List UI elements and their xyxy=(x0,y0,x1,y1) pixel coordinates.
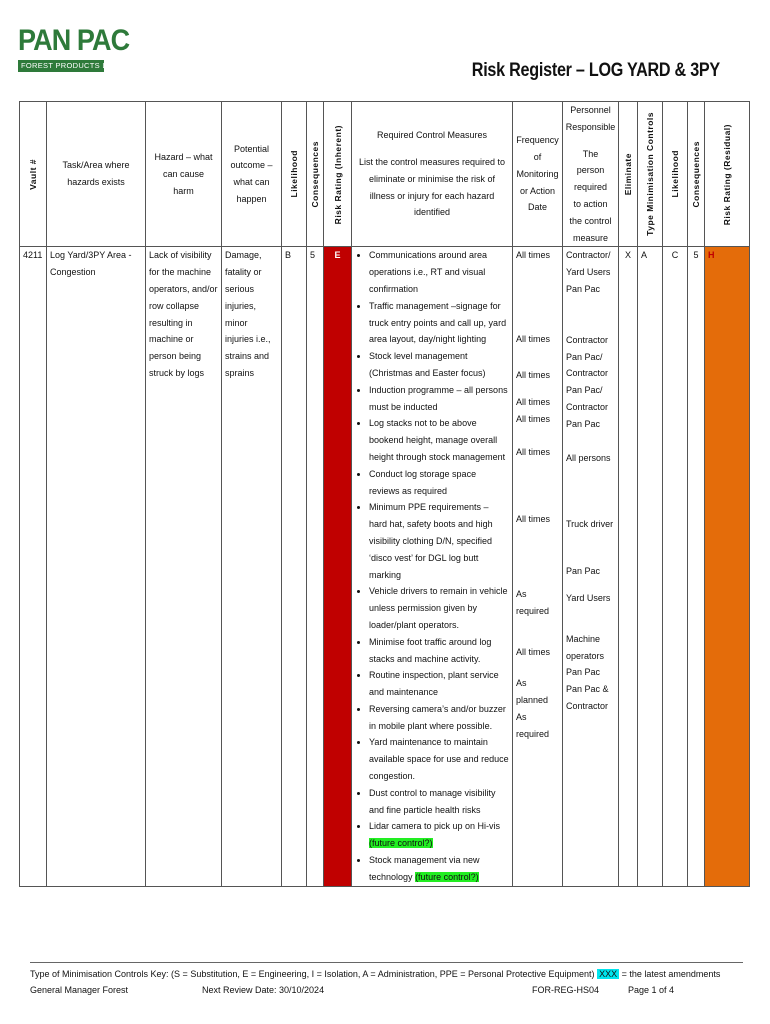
future-control-highlight: (future control?) xyxy=(415,871,479,882)
list-item: • Stock level management (Christmas and Easter focus) xyxy=(369,348,509,382)
page-footer xyxy=(30,962,743,998)
controls-header xyxy=(352,102,513,247)
logo-subtitle: FOREST PRODUCTS LTD xyxy=(18,60,104,72)
list-item: • Log stacks not to be above bookend height, manage overall height through stock management xyxy=(369,415,509,465)
consequences-residual-cell: 5 xyxy=(688,247,705,886)
list-item: • Vehicle drivers to remain in vehicle unless permission given by loader/plant operators. xyxy=(369,583,509,633)
footer-meta xyxy=(30,982,743,998)
controls-key: Type of Minimisation Controls Key: (S = Substitution, E = Engineering, I = Isolation, A = Administration, PPE = Personal Protective Equipment) xyxy=(30,969,595,979)
controls-key-line xyxy=(30,963,743,982)
likelihood-cell: B xyxy=(282,247,307,886)
frequency-cell xyxy=(513,247,563,886)
personnel-cell xyxy=(563,247,619,886)
personnel-entry: Contractor xyxy=(566,334,609,345)
personnel-entry: Truck driver xyxy=(566,519,614,530)
personnel-entry: Pan Pac/ xyxy=(566,385,603,396)
document-owner: General Manager Forest xyxy=(30,985,129,995)
list-item: • Traffic management –signage for truck entry points and call up, yard area layout, day/night lighting xyxy=(369,298,509,348)
personnel-entry: Yard Users xyxy=(566,592,611,603)
list-item: • Routine inspection, plant service and maintenance xyxy=(369,667,509,701)
company-logo xyxy=(18,24,130,78)
review-date: Next Review Date: 30/10/2024 xyxy=(202,985,325,995)
personnel-entry: Contractor/ Yard Users xyxy=(566,250,611,278)
risk-register-table xyxy=(19,101,750,887)
outcome-header: Potential outcome – what can happen xyxy=(222,102,282,247)
eliminate-cell: X xyxy=(619,247,638,886)
frequency-entry: All times xyxy=(516,514,551,525)
controls-list xyxy=(355,247,509,885)
consequences-residual-header: Consequences xyxy=(688,102,705,247)
future-control-highlight: (future control?) xyxy=(369,838,433,849)
personnel-entry: Machine operators xyxy=(566,633,605,661)
frequency-entry: All times xyxy=(516,396,551,407)
document-code: FOR-REG-HS04 xyxy=(532,985,600,995)
personnel-entry: Pan Pac/ xyxy=(566,351,603,362)
personnel-header xyxy=(563,102,619,247)
risk-residual-header: Risk Rating (Residual) xyxy=(705,102,750,247)
risk-residual-cell: H xyxy=(705,247,750,886)
frequency-header: Frequency of Monitoring or Action Date xyxy=(513,102,563,247)
amendment-marker: XXX xyxy=(599,969,618,979)
list-item: • Communications around area operations i.e., RT and visual confirmation xyxy=(369,247,509,297)
personnel-entry: Contractor xyxy=(566,368,609,379)
eliminate-header: Eliminate xyxy=(619,102,638,247)
frequency-entry: All times xyxy=(516,334,551,345)
likelihood-header: Likelihood xyxy=(282,102,307,247)
personnel-entry: Pan Pac xyxy=(566,418,601,429)
vault-cell: 4211 xyxy=(20,247,47,886)
logo-name: PAN PAC xyxy=(18,24,130,57)
frequency-entry: As planned xyxy=(516,678,549,706)
personnel-entry: Pan Pac xyxy=(566,667,601,678)
frequency-entry: All times xyxy=(516,413,551,424)
list-item: • Lidar camera to pick up on Hi-vis (future control?) xyxy=(369,818,509,852)
type-controls-header: Type Minimisation Controls xyxy=(638,102,663,247)
frequency-entry: As required xyxy=(516,711,550,739)
hazard-header: Hazard – what can cause harm xyxy=(146,102,222,247)
controls-description: List the control measures required to eliminate or minimise the risk of illness or injury for each hazard identified xyxy=(358,156,506,218)
personnel-entry: Contractor xyxy=(566,401,609,412)
frequency-entry: All times xyxy=(516,369,551,380)
likelihood-residual-cell: C xyxy=(663,247,688,886)
risk-inherent-cell: E xyxy=(324,247,352,886)
list-item: • Induction programme – all persons must be inducted xyxy=(369,382,509,416)
page-number: Page 1 of 4 xyxy=(628,985,675,995)
page-title: Risk Register – LOG YARD & 3PY xyxy=(471,60,720,81)
type-controls-cell: A xyxy=(638,247,663,886)
task-cell: Log Yard/3PY Area - Congestion xyxy=(47,247,146,886)
frequency-entry: All times xyxy=(516,250,551,261)
personnel-entry: Contractor xyxy=(566,700,609,711)
list-item: • Stock management via new technology (future control?) xyxy=(369,852,509,886)
amendment-note: = the latest amendments xyxy=(621,969,721,979)
header-row xyxy=(20,102,750,247)
controls-title: Required Control Measures xyxy=(376,130,488,141)
list-item: • Minimise foot traffic around log stacks and machine activity. xyxy=(369,634,509,668)
list-item: • Conduct log storage space reviews as required xyxy=(369,466,509,500)
list-item: • Yard maintenance to maintain available space for use and reduce congestion. xyxy=(369,734,509,784)
personnel-entry: Pan Pac xyxy=(566,283,601,294)
personnel-entry: Pan Pac & xyxy=(566,684,609,695)
consequences-header: Consequences xyxy=(307,102,324,247)
frequency-entry: All times xyxy=(516,447,551,458)
risk-inherent-header: Risk Rating (Inherent) xyxy=(324,102,352,247)
personnel-description: The person required to action the control measure xyxy=(569,148,612,243)
task-header: Task/Area where hazards exists xyxy=(47,102,146,247)
likelihood-residual-header: Likelihood xyxy=(663,102,688,247)
personnel-entry: All persons xyxy=(566,452,611,463)
controls-cell xyxy=(352,247,513,886)
personnel-entry: Pan Pac xyxy=(566,566,601,577)
vault-header: Vault # xyxy=(20,102,47,247)
list-item: • Dust control to manage visibility and fine particle health risks xyxy=(369,785,509,819)
hazard-cell: Lack of visibility for the machine operators, and/or row collapse resulting in machine or person being struck by logs xyxy=(146,247,222,886)
outcome-cell: Damage, fatality or serious injuries, minor injuries i.e., strains and sprains xyxy=(222,247,282,886)
list-item: • Reversing camera’s and/or buzzer in mobile plant where possible. xyxy=(369,701,509,735)
table-row xyxy=(20,247,750,886)
frequency-entry: As required xyxy=(516,588,550,616)
list-item: • Minimum PPE requirements – hard hat, safety boots and high visibility clothing D/N, specified ‘disco vest’ for DGL log butt marking xyxy=(369,499,509,583)
personnel-title: Personnel Responsible xyxy=(565,105,616,132)
consequences-cell: 5 xyxy=(307,247,324,886)
frequency-entry: All times xyxy=(516,646,551,657)
